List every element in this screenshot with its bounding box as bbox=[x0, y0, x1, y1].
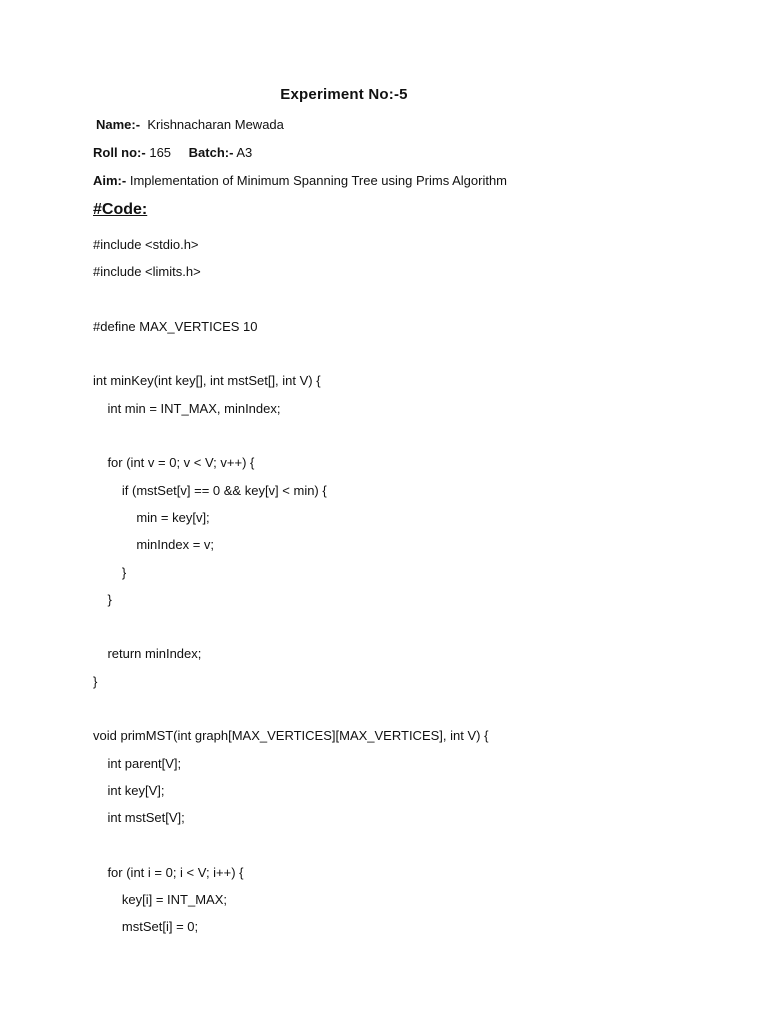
roll-batch-line bbox=[93, 144, 252, 162]
name-value: Krishnacharan Mewada bbox=[147, 117, 284, 132]
code-heading: #Code: bbox=[93, 201, 148, 218]
name-line bbox=[93, 116, 284, 134]
aim-line bbox=[93, 172, 507, 190]
batch-value: A3 bbox=[236, 145, 253, 160]
document-title: Experiment No:-5 bbox=[280, 86, 408, 103]
aim-label: Aim:- bbox=[93, 173, 127, 188]
aim-value: Implementation of Minimum Spanning Tree using Prims Algorithm bbox=[129, 173, 508, 188]
code-block: #include <stdio.h> #include <limits.h> #define MAX_VERTICES 10 int minKey(int key[], int mstSet[], int V) { int min = INT_MAX, minIndex; for (int v = 0; v < V; v++) { if (mstSet[v] == 0 && key[v] < min) { min = key[v]; minIndex = v; } } return minIndex; } void primMST(int graph[MAX_VERTICES][MAX_VERTICES], int V) { int parent[V]; int key[V]; int mstSet[V]; for (int i = 0; i < V; i++) { key[i] = INT_MAX; mstSet[i] = 0; bbox=[93, 237, 489, 935]
name-label: Name:- bbox=[96, 117, 141, 132]
batch-label: Batch:- bbox=[188, 145, 234, 160]
roll-value: 165 bbox=[149, 145, 172, 160]
roll-label: Roll no:- bbox=[93, 145, 146, 160]
